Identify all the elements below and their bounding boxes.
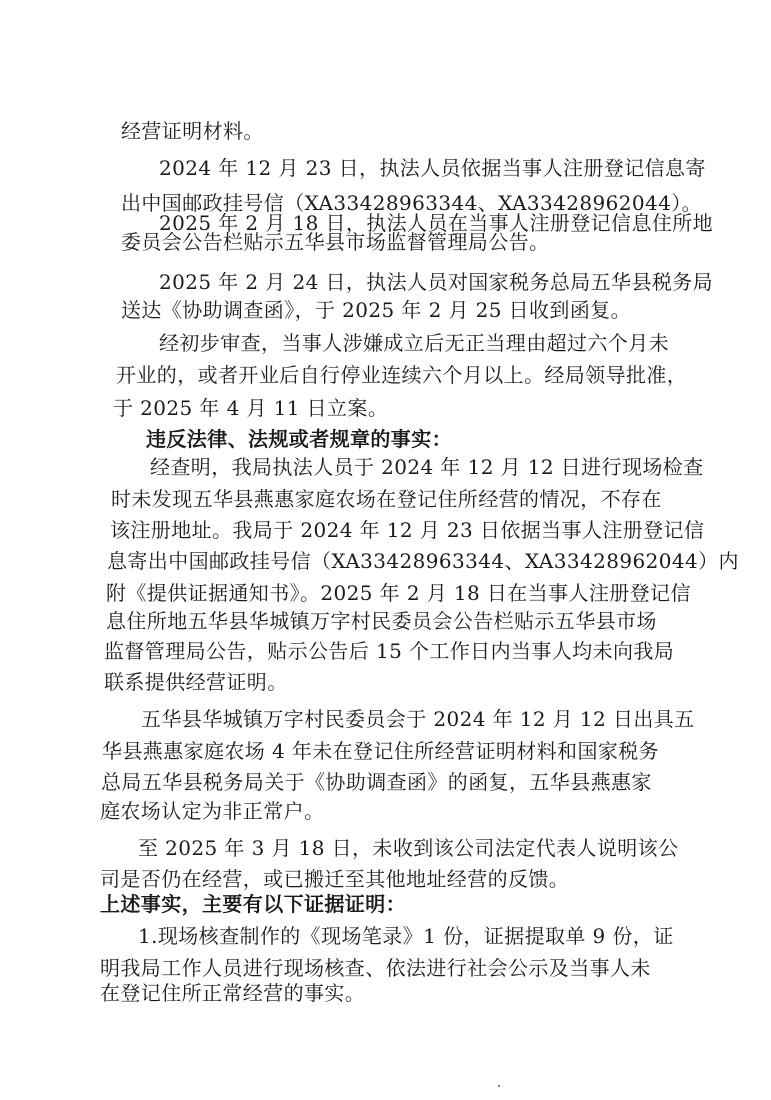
text-line: 庭农场认定为非正常户。 [100, 799, 325, 823]
text-line: 2025 年 2 月 24 日，执法人员对国家税务总局五华县税务局 [159, 270, 714, 294]
text-line: 司是否仍在经营，或已搬迁至其他地址经营的反馈。 [100, 867, 570, 891]
text-line: 2024 年 12 月 23 日，执法人员依据当事人注册登记信息寄 [159, 156, 706, 180]
text-line: 息住所地五华县华城镇万字村民委员会公告栏贴示五华县市场 [106, 609, 657, 633]
scan-speck [498, 1085, 500, 1087]
text-line: 华县燕惠家庭农场 4 年未在登记住所经营证明材料和国家税务 [102, 739, 660, 763]
text-line: 2025 年 2 月 18 日，执法人员在当事人注册登记信息住所地 [159, 211, 714, 235]
text-line: 于 2025 年 4 月 11 日立案。 [113, 396, 389, 420]
text-line: 经营证明材料。 [121, 119, 264, 143]
text-line: 1.现场核查制作的《现场笔录》1 份，证据提取单 9 份，证 [138, 924, 674, 948]
text-line: 该注册地址。我局于 2024 年 12 月 23 日依据当事人注册登记信 [110, 518, 705, 542]
text-line: 总局五华县税务局关于《协助调查函》的函复，五华县燕惠家 [101, 770, 652, 794]
text-line: 委员会公告栏贴示五华县市场监督管理局公告。 [121, 230, 550, 254]
section-heading-evidence: 上述事实，主要有以下证据证明： [100, 892, 406, 916]
text-line: 联系提供经营证明。 [104, 670, 288, 694]
text-line: 监督管理局公告，贴示公告后 15 个工作日内当事人均未向我局 [104, 639, 675, 663]
text-line: 明我局工作人员进行现场核查、依法进行社会公示及当事人未 [100, 956, 651, 980]
text-line: 至 2025 年 3 月 18 日，未收到该公司法定代表人说明该公 [138, 836, 679, 860]
text-line: 五华县华城镇万字村民委员会于 2024 年 12 月 12 日出具五 [141, 707, 695, 731]
text-line: 经查明，我局执法人员于 2024 年 12 月 12 日进行现场检查 [150, 455, 704, 479]
text-line: 经初步审查，当事人涉嫌成立后无正当理由超过六个月未 [159, 331, 669, 355]
text-line: 息寄出中国邮政挂号信（XA33428963344、XA33428962044）内 [107, 549, 739, 573]
text-line: 时未发现五华县燕惠家庭农场在登记住所经营的情况，不存在 [111, 487, 662, 511]
text-line: 出中国邮政挂号信（XA33428963344、XA33428962044）。 [121, 191, 703, 215]
text-line: 在登记住所正常经营的事实。 [100, 981, 366, 1005]
text-line: 附《提供证据通知书》。2025 年 2 月 18 日在当事人注册登记信 [106, 581, 691, 605]
text-line: 送达《协助调查函》，于 2025 年 2 月 25 日收到函复。 [121, 298, 632, 322]
text-line: 开业的，或者开业后自行停业连续六个月以上。经局领导批准， [116, 363, 688, 387]
section-heading-violation: 违反法律、法规或者规章的事实： [146, 427, 452, 451]
